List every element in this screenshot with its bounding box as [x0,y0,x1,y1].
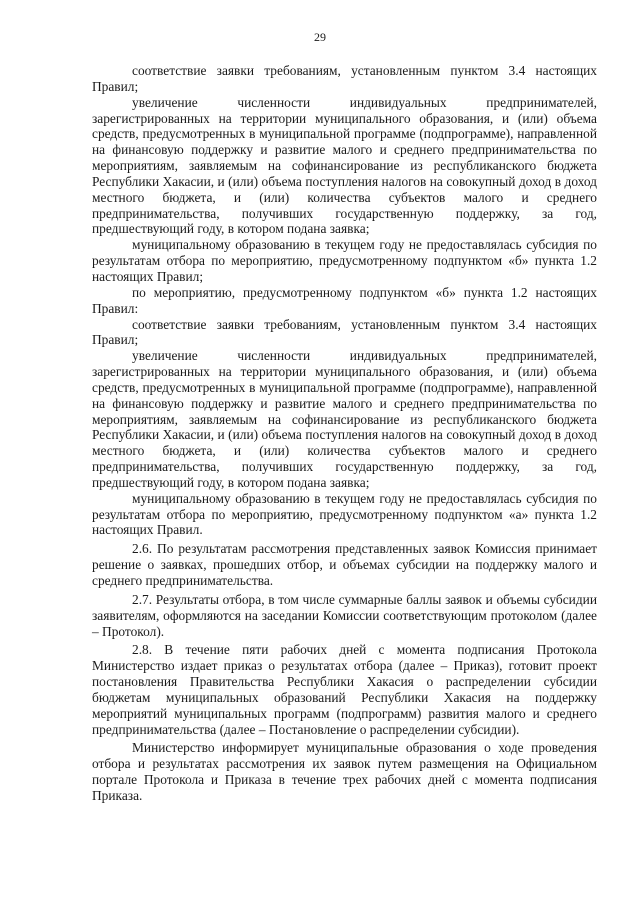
paragraph: увеличение численности индивидуальных предпринимателей, зарегистрированных на территории муниципального образования, и (или) объема средств, предусмотренных в муниципальной программе (подпрограмме), направленной на финансовую поддержку и развитие малого и среднего предпринимательства по мероприятиям, заявляемым на софинансирование из республиканского бюджета Республики Хакасии, и (или) объема поступления налогов на совокупный доход в доход местного бюджета, и (или) количества субъектов малого и среднего предпринимательства, получивших государственную поддержку, за год, предшествующий году, в котором подана заявка; [92,348,597,490]
paragraph: Министерство информирует муниципальные образования о ходе проведения отбора и результатах рассмотрения их заявок путем размещения на Официальном портале Протокола и Приказа в течение трех рабочих дней с момента подписания Приказа. [92,740,597,803]
paragraph: соответствие заявки требованиям, установленным пунктом 3.4 настоящих Правил; [92,63,597,94]
paragraph: муниципальному образованию в текущем году не предоставлялась субсидия по результатам отбора по мероприятию, предусмотренному подпунктом «б» пункта 1.2 настоящих Правил; [92,237,597,284]
document-body [92,63,597,804]
paragraph: увеличение численности индивидуальных предпринимателей, зарегистрированных на территории муниципального образования, и (или) объема средств, предусмотренных в муниципальной программе (подпрограмме), направленной на финансовую поддержку и развитие малого и среднего предпринимательства по мероприятиям, заявляемым на софинансирование из республиканского бюджета Республики Хакасии, и (или) объема поступления налогов на совокупный доход в доход местного бюджета, и (или) количества субъектов малого и среднего предпринимательства, получивших государственную поддержку, за год, предшествующий году, в котором подана заявка; [92,94,597,237]
section-2-7-paragraph: 2.7. Результаты отбора, в том числе суммарные баллы заявок и объемы субсидии заявителям, оформляются на заседании Комиссии соответствующим протоколом (далее – Протокол). [92,591,597,639]
page-number: 29 [314,30,326,44]
section-2-8-paragraph: 2.8. В течение пяти рабочих дней с момента подписания Протокола Министерство издает приказ о результатах отбора (далее – Приказ), готовит проект постановления Правительства Республики Хакасия о распределении субсидии бюджетам муниципальных образований Республики Хакасия на поддержку мероприятий муниципальных программ (подпрограмм) развития малого и среднего предпринимательства (далее – Постановление о распределении субсидии). [92,642,597,737]
paragraph: муниципальному образованию в текущем году не предоставлялась субсидия по результатам отбора по мероприятию, предусмотренному подпунктом «а» пункта 1.2 настоящих Правил. [92,490,597,538]
paragraph: по мероприятию, предусмотренному подпунктом «б» пункта 1.2 настоящих Правил: [92,284,597,316]
paragraph: соответствие заявки требованиям, установленным пунктом 3.4 настоящих Правил; [92,316,597,348]
section-2-6-paragraph: 2.6. По результатам рассмотрения представленных заявок Комиссия принимает решение о заявках, прошедших отбор, и объемах субсидии на поддержку малого и среднего предпринимательства. [92,541,597,588]
